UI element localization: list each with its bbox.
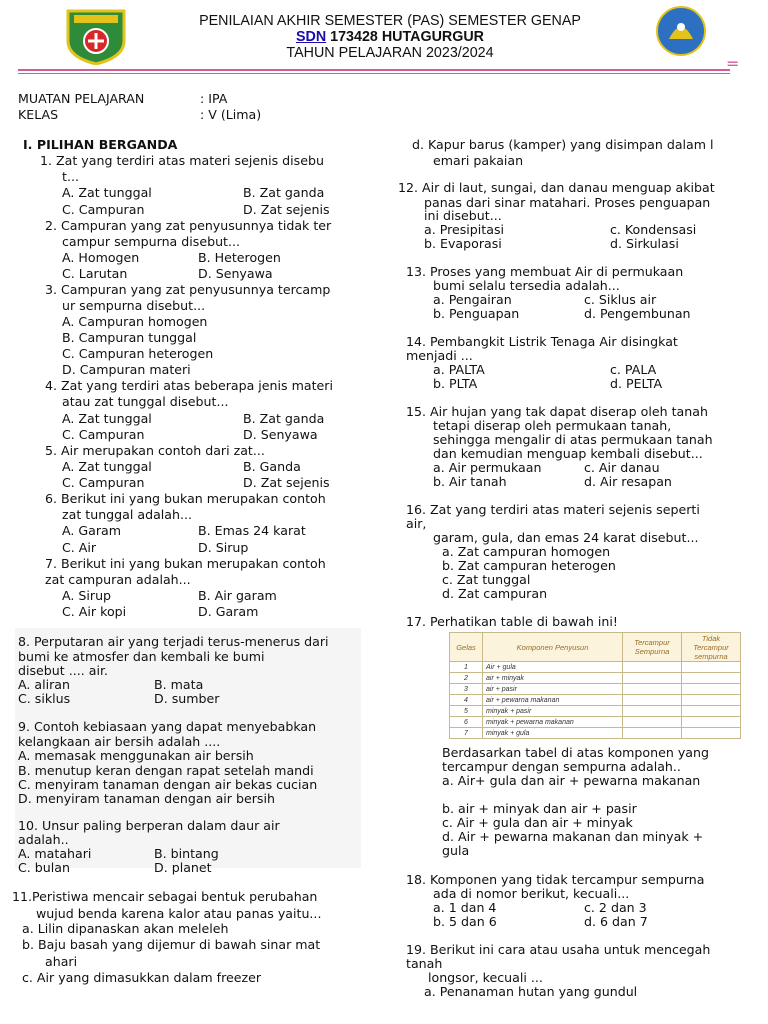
table-row: 4 air + pewarna makanan	[450, 695, 741, 706]
q6-line2: zat tunggal adalah...	[62, 507, 193, 522]
q7-option-a: A. Sirup	[62, 588, 112, 603]
q16-option-b: b. Zat campuran heterogen	[442, 558, 616, 573]
class-label: KELAS	[18, 107, 59, 122]
q4-option-b: B. Zat ganda	[243, 411, 325, 426]
q7-line2: zat campuran adalah...	[45, 572, 191, 587]
q14-line1: 14. Pembangkit Listrik Tenaga Air disingkat	[406, 334, 678, 349]
q2-option-c: C. Larutan	[62, 266, 128, 281]
q17-option-d-line1: d. Air + pewarna makanan dan minyak +	[442, 829, 704, 844]
q9-line2: kelangkaan air bersih adalah ....	[18, 734, 221, 749]
exam-title: PENILAIAN AKHIR SEMESTER (PAS) SEMESTER GENAP	[199, 13, 581, 29]
q15-line4: dan kemudian menguap kembali disebut...	[433, 446, 703, 461]
q12-option-c: c. Kondensasi	[610, 222, 697, 237]
school-name: SDN 173428 HUTAGURGUR	[295, 29, 485, 45]
q8-line1: 8. Perputaran air yang terjadi terus-menerus dari	[18, 634, 329, 649]
school-link[interactable]: SDN	[295, 29, 327, 45]
q17-line2: Berdasarkan tabel di atas komponen yang	[442, 745, 709, 760]
subject-value: : IPA	[200, 91, 228, 106]
q2-line2: campur sempurna disebut...	[62, 234, 241, 249]
q12-line1: 12. Air di laut, sungai, dan danau menguap akibat	[398, 180, 715, 195]
q8-option-d: D. sumber	[154, 691, 220, 706]
header-mark: =	[726, 54, 740, 73]
q4-line2: atau zat tunggal disebut...	[62, 394, 229, 409]
q13-line2: bumi selalu tersedia adalah...	[433, 278, 620, 293]
table-header-not-mixed: Tidak Tercampur sempurna	[682, 633, 741, 662]
q19-line3: longsor, kecuali ...	[428, 970, 543, 985]
q10-option-d: D. planet	[154, 860, 212, 875]
table-row: 7 minyak + gula	[450, 728, 741, 739]
q9-option-d: D. menyiram tanaman dengan air bersih	[18, 791, 275, 806]
q17-option-b: b. air + minyak dan air + pasir	[442, 801, 637, 816]
q15-option-a: a. Air permukaan	[433, 460, 542, 475]
q16-line1: 16. Zat yang terdiri atas materi sejenis seperti	[406, 502, 700, 517]
q8-option-b: B. mata	[154, 677, 204, 692]
q1-option-b: B. Zat ganda	[243, 185, 325, 200]
q12-option-d: d. Sirkulasi	[610, 236, 679, 251]
q13-option-a: a. Pengairan	[433, 292, 512, 307]
subject-label: MUATAN PELAJARAN	[18, 91, 145, 106]
q1-option-d: D. Zat sejenis	[243, 202, 330, 217]
q3-line1: 3. Campuran yang zat penyusunnya tercamp	[45, 282, 331, 297]
q10-option-b: B. bintang	[154, 846, 219, 861]
q12-line2: panas dari sinar matahari. Proses penguapan	[424, 195, 711, 210]
q6-line1: 6. Berikut ini yang bukan merupakan contoh	[45, 491, 326, 506]
q16-option-c: c. Zat tunggal	[442, 572, 531, 587]
q15-option-c: c. Air danau	[584, 460, 660, 475]
q3-option-b: B. Campuran tunggal	[62, 330, 197, 345]
q10-line2: adalah..	[18, 832, 69, 847]
q7-option-c: C. Air kopi	[62, 604, 127, 619]
q1-line1: 1. Zat yang terdiri atas materi sejenis disebu	[40, 153, 324, 168]
q8-line2: bumi ke atmosfer dan kembali ke bumi	[18, 649, 265, 664]
q14-option-c: c. PALA	[610, 362, 657, 377]
q4-line1: 4. Zat yang terdiri atas beberapa jenis materi	[45, 378, 333, 393]
table-row: 6 minyak + pewarna makanan	[450, 717, 741, 728]
q15-option-b: b. Air tanah	[433, 474, 507, 489]
q2-option-a: A. Homogen	[62, 250, 140, 265]
q7-line1: 7. Berikut ini yang bukan merupakan contoh	[45, 556, 326, 571]
q5-line1: 5. Air merupakan contoh dari zat...	[45, 443, 265, 458]
table-row: 2 air + minyak	[450, 673, 741, 684]
q4-option-a: A. Zat tunggal	[62, 411, 152, 426]
q18-option-a: a. 1 dan 4	[433, 900, 497, 915]
q17-option-d-line2: gula	[442, 843, 470, 858]
q5-option-c: C. Campuran	[62, 475, 145, 490]
q5-option-b: B. Ganda	[243, 459, 301, 474]
section-title: I. PILIHAN BERGANDA	[23, 137, 178, 152]
q13-option-c: c. Siklus air	[584, 292, 657, 307]
q11-option-d-line1: d. Kapur barus (kamper) yang disimpan dalam l	[412, 137, 714, 152]
q14-option-b: b. PLTA	[433, 376, 478, 391]
q9-line1: 9. Contoh kebiasaan yang dapat menyebabkan	[18, 719, 317, 734]
q17-line1: 17. Perhatikan table di bawah ini!	[406, 614, 618, 629]
q7-option-d: D. Garam	[198, 604, 259, 619]
q6-option-d: D. Sirup	[198, 540, 249, 555]
q17-line3: tercampur dengan sempurna adalah..	[442, 759, 681, 774]
q12-option-a: a. Presipitasi	[424, 222, 505, 237]
q18-option-d: d. 6 dan 7	[584, 914, 648, 929]
q11-line2: wujud benda karena kalor atau panas yaitu...	[36, 906, 322, 921]
q14-option-a: a. PALTA	[433, 362, 485, 377]
q11-line1: 11.Peristiwa mencair sebagai bentuk perubahan	[12, 889, 318, 904]
q5-option-d: D. Zat sejenis	[243, 475, 330, 490]
class-value: : V (Lima)	[200, 107, 262, 122]
q6-option-a: A. Garam	[62, 523, 122, 538]
q19-line1: 19. Berikut ini cara atau usaha untuk mencegah	[406, 942, 711, 957]
q6-option-b: B. Emas 24 karat	[198, 523, 306, 538]
q11-option-c: c. Air yang dimasukkan dalam freezer	[22, 970, 262, 985]
q17-option-a: a. Air+ gula dan air + pewarna makanan	[442, 773, 701, 788]
q10-line1: 10. Unsur paling berperan dalam daur air	[18, 818, 280, 833]
q1-line2: t...	[62, 169, 79, 184]
q18-option-b: b. 5 dan 6	[433, 914, 497, 929]
q13-option-b: b. Penguapan	[433, 306, 520, 321]
q1-option-c: C. Campuran	[62, 202, 145, 217]
q16-line3: garam, gula, dan emas 24 karat disebut...	[433, 530, 699, 545]
q16-line2: air,	[406, 516, 427, 531]
academic-year: TAHUN PELAJARAN 2023/2024	[286, 45, 494, 61]
q9-option-c: C. menyiram tanaman dengan air bekas cucian	[18, 777, 318, 792]
header-divider-secondary	[18, 73, 730, 74]
q9-option-b: B. menutup keran dengan rapat setelah mandi	[18, 763, 314, 778]
q16-option-d: d. Zat campuran	[442, 586, 548, 601]
q14-option-d: d. PELTA	[610, 376, 663, 391]
q6-option-c: C. Air	[62, 540, 97, 555]
q13-line1: 13. Proses yang membuat Air di permukaan	[406, 264, 684, 279]
q18-line2: ada di nomor berikut, kecuali...	[433, 886, 630, 901]
q2-option-d: D. Senyawa	[198, 266, 273, 281]
q13-option-d: d. Pengembunan	[584, 306, 691, 321]
q11-option-a: a. Lilin dipanaskan akan meleleh	[22, 921, 229, 936]
q7-option-b: B. Air garam	[198, 588, 277, 603]
q4-option-c: C. Campuran	[62, 427, 145, 442]
q9-option-a: A. memasak menggunakan air bersih	[18, 748, 254, 763]
table-header-mixed: Tercampur Sempurna	[623, 633, 682, 662]
q12-option-b: b. Evaporasi	[424, 236, 502, 251]
q1-option-a: A. Zat tunggal	[62, 185, 152, 200]
table-row: 5 minyak + pasir	[450, 706, 741, 717]
q12-line3: ini disebut...	[424, 208, 502, 223]
q2-option-b: B. Heterogen	[198, 250, 281, 265]
q8-line3: disebut .... air.	[18, 663, 108, 678]
q8-option-c: C. siklus	[18, 691, 71, 706]
q19-line2: tanah	[406, 956, 443, 971]
q5-option-a: A. Zat tunggal	[62, 459, 152, 474]
table-header-components: Komponen Penyusun	[483, 633, 623, 662]
q10-option-a: A. matahari	[18, 846, 92, 861]
q10-option-c: C. bulan	[18, 860, 70, 875]
header-divider	[18, 69, 730, 71]
q4-option-d: D. Senyawa	[243, 427, 318, 442]
q19-option-a: a. Penanaman hutan yang gundul	[424, 984, 638, 999]
q15-option-d: d. Air resapan	[584, 474, 672, 489]
q11-option-b-line1: b. Baju basah yang dijemur di bawah sinar mat	[22, 937, 321, 952]
table-row: 1 Air + gula	[450, 662, 741, 673]
q15-line3: sehingga mengalir di atas permukaan tanah	[433, 432, 713, 447]
q14-line2: menjadi ...	[406, 348, 473, 363]
q3-option-d: D. Campuran materi	[62, 362, 191, 377]
q17-option-c: c. Air + gula dan air + minyak	[442, 815, 633, 830]
q18-option-c: c. 2 dan 3	[584, 900, 647, 915]
q18-line1: 18. Komponen yang tidak tercampur sempurna	[406, 872, 705, 887]
q11-option-b-line2: ahari	[45, 954, 78, 969]
table-header-glass: Gelas	[450, 633, 483, 662]
q15-line2: tetapi diserap oleh permukaan tanah,	[433, 418, 672, 433]
q16-option-a: a. Zat campuran homogen	[442, 544, 611, 559]
q15-line1: 15. Air hujan yang tak dapat diserap oleh tanah	[406, 404, 708, 419]
q2-line1: 2. Campuran yang zat penyusunnya tidak ter	[45, 218, 332, 233]
table-row: 3 air + pasir	[450, 684, 741, 695]
q11-option-d-line2: emari pakaian	[433, 153, 524, 168]
mixture-table	[449, 632, 741, 739]
q3-option-c: C. Campuran heterogen	[62, 346, 214, 361]
q3-line2: ur sempurna disebut...	[62, 298, 206, 313]
q3-option-a: A. Campuran homogen	[62, 314, 208, 329]
q8-option-a: A. aliran	[18, 677, 70, 692]
